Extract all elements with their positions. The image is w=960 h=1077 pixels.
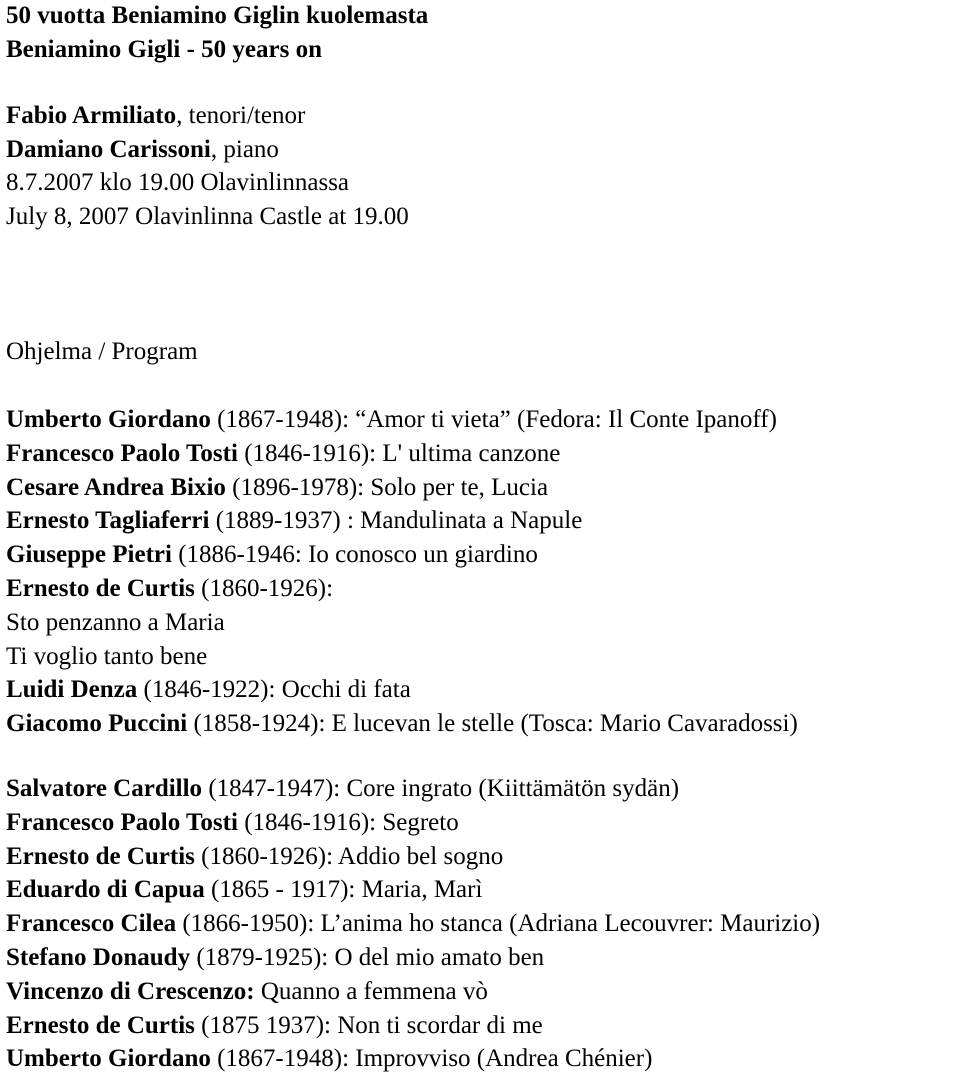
composer-name: Salvatore Cardillo [6,775,203,802]
composer-name: Ernesto de Curtis [6,842,195,870]
work-details: (1847-1947): Core ingrato (Kiittämätön sydän) [202,775,680,802]
program-item [6,774,679,804]
date-finnish: 8.7.2007 klo 19.00 Olavinlinnassa [6,169,350,196]
program-item [6,439,560,469]
program-item [6,642,207,672]
program-item [6,574,333,604]
work-details: (1879-1925): O del mio amato ben [190,944,545,971]
program-item [6,909,820,939]
performer-name: Damiano Carissoni [6,136,211,163]
work-details: (1866-1950): L’anima ho stanca (Adriana Lecouvrer: Maurizio) [176,910,821,938]
work-details: Ti voglio tanto bene [6,642,208,670]
program-item [6,808,459,838]
program-item [6,675,411,705]
composer-name: Ernesto de Curtis [6,1011,195,1039]
composer-name: Francesco Paolo Tosti [6,808,238,836]
program-item [6,1011,543,1041]
work-details: (1858-1924): E lucevan le stelle (Tosca: Mario Cavaradossi) [187,710,798,738]
work-details: (1860-1926): Addio bel sogno [194,842,504,870]
performer-line [6,135,279,165]
work-details: (1846-1922): Occhi di fata [137,676,411,704]
program-item [6,1044,652,1074]
program-item [6,977,488,1007]
composer-name: Vincenzo di Crescenzo: [6,977,255,1005]
program-item [6,842,503,872]
work-details: (1846-1916): L' ultima canzone [237,439,561,467]
program-item [6,709,798,739]
work-details: (1865 - 1917): Maria, Marì [204,876,483,904]
work-details: (1846-1916): Segreto [237,808,459,836]
composer-name: Luidi Denza [6,676,138,704]
composer-name: Umberto Giordano [6,406,211,433]
program-item [6,608,225,638]
work-details: (1867-1948): Improvviso (Andrea Chénier) [210,1045,653,1073]
date-english: July 8, 2007 Olavinlinna Castle at 19.00 [6,203,409,230]
performer-name: Fabio Armiliato [6,102,177,129]
performer-line [6,101,305,131]
program-item [6,473,548,503]
title-finnish: 50 vuotta Beniamino Giglin kuolemasta [6,2,429,29]
composer-name: Giacomo Puccini [6,710,188,738]
composer-name: Cesare Andrea Bixio [6,473,226,501]
program-item [6,506,582,536]
work-details: (1875 1937): Non ti scordar di me [194,1011,543,1039]
work-details: (1896-1978): Solo per te, Lucia [225,473,549,501]
performer-role: , piano [210,136,279,163]
title-english: Beniamino Gigli - 50 years on [6,36,322,63]
composer-name: Giuseppe Pietri [6,541,172,569]
performer-role: , tenori/tenor [176,102,306,129]
composer-name: Umberto Giordano [6,1045,211,1073]
work-details: (1867-1948): “Amor ti vieta” (Fedora: Il Conte Ipanoff) [210,406,777,433]
work-details: (1886-1946: Io conosco un giardino [171,541,538,569]
program-item [6,875,482,905]
program-item [6,943,544,973]
composer-name: Ernesto Tagliaferri [6,507,210,535]
composer-name: Stefano Donaudy [6,944,191,971]
work-details: (1860-1926): [194,575,334,602]
work-details: (1889-1937) : Mandulinata a Napule [209,507,583,535]
work-details: Quanno a femmena vò [254,977,488,1005]
program-item [6,540,538,570]
composer-name: Francesco Paolo Tosti [6,439,238,467]
work-details: Sto penzanno a Maria [6,608,225,636]
program-heading: Ohjelma / Program [6,338,198,365]
composer-name: Francesco Cilea [6,910,177,938]
composer-name: Ernesto de Curtis [6,575,195,602]
program-item [6,405,777,435]
composer-name: Eduardo di Capua [6,876,205,904]
